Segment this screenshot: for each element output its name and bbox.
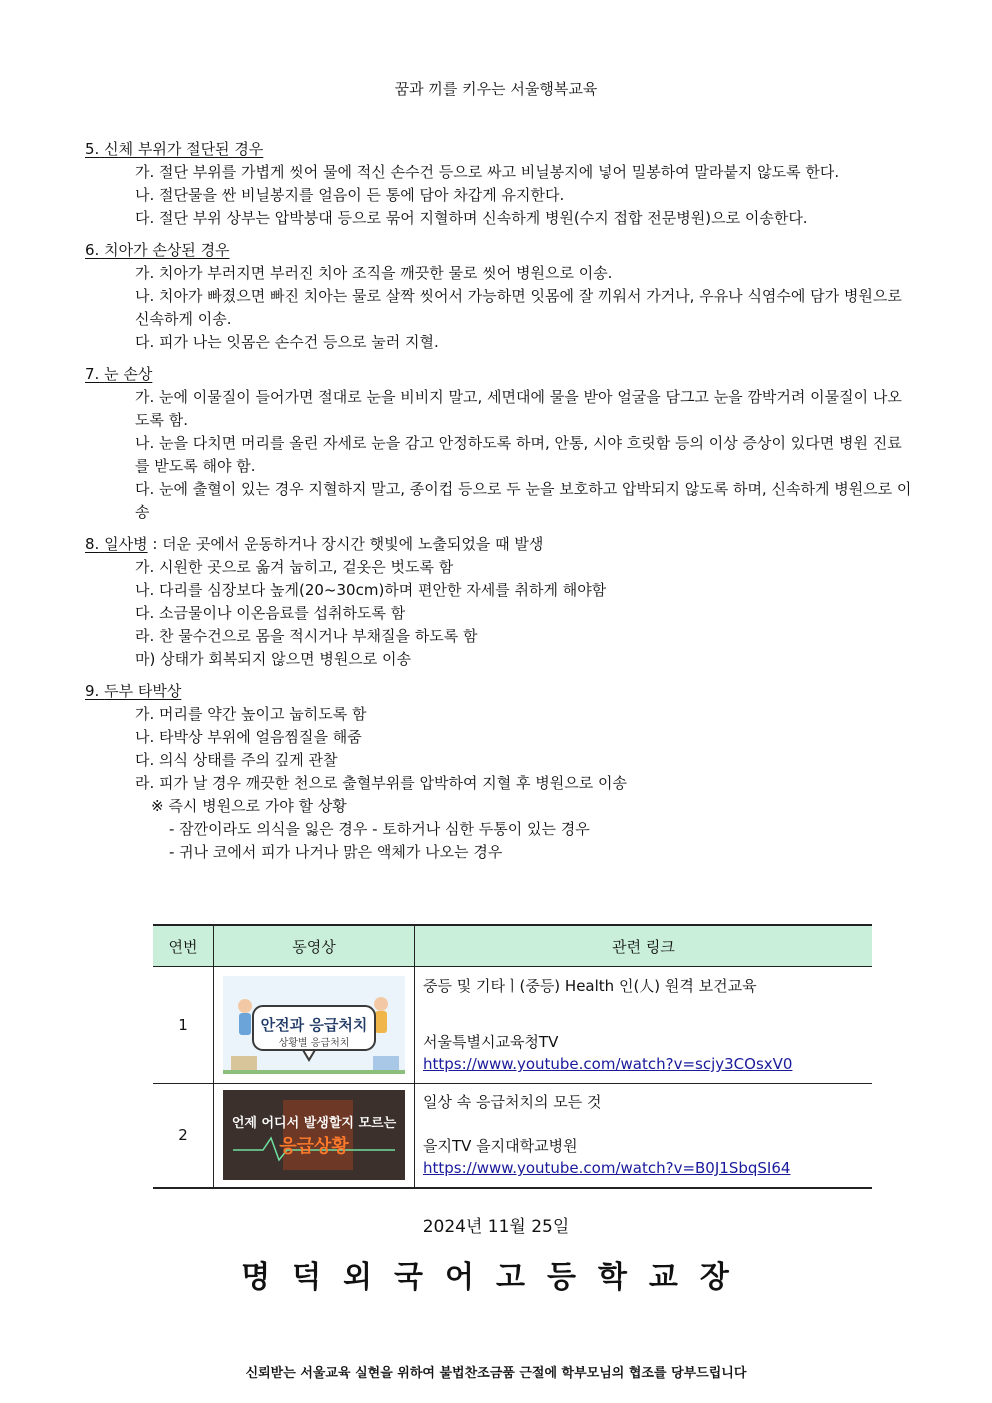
table-row [153, 1084, 872, 1188]
list-item: 다. 피가 나는 잇몸은 손수건 등으로 눌러 지혈. [135, 333, 439, 351]
section-head-bruise [85, 680, 915, 864]
section-description: : 더운 곳에서 운동하거나 장시간 햇빛에 노출되었을 때 발생 [147, 535, 544, 553]
list-item: 가. 시원한 곳으로 옮겨 눕히고, 겉옷은 벗도록 함 [135, 558, 454, 576]
channel-name: 서울특별시교육청TV [423, 1033, 559, 1051]
section-title: 5. 신체 부위가 절단된 경우 [85, 140, 264, 158]
document-date: 2024년 11월 25일 [422, 1217, 570, 1237]
list-item: 라. 찬 물수건으로 몸을 적시거나 부채질을 하도록 함 [135, 627, 478, 645]
row-number: 1 [153, 967, 214, 1084]
section-title: 6. 치아가 손상된 경우 [85, 241, 230, 259]
emergency-note: ※ 즉시 병원으로 가야 할 상황 [151, 797, 347, 815]
list-item: 마) 상태가 회복되지 않으면 병원으로 이송 [135, 650, 412, 668]
list-item: 다. 절단 부위 상부는 압박붕대 등으로 묶어 지혈하며 신속하게 병원(수지 접합 전문병원)으로 이송한다. [135, 209, 808, 227]
document-body [85, 138, 915, 873]
list-item: 가. 절단 부위를 가볍게 씻어 물에 적신 손수건 등으로 싸고 비닐봉지에 넣어 밀봉하여 말라붙지 않도록 한다. [135, 163, 840, 181]
list-item: 나. 눈을 다치면 머리를 올린 자세로 눈을 감고 안정하도록 하며, 안통, 시야 흐릿함 등의 이상 증상이 있다면 병원 진료를 받도록 해야 함. [135, 434, 902, 475]
thumbnail-title: 안전과 응급처치 [260, 1016, 368, 1034]
list-item: 나. 타박상 부위에 얼음찜질을 해줌 [135, 728, 362, 746]
note-sub-item: - 잠깐이라도 의식을 잃은 경우 - 토하거나 심한 두통이 있는 경우 [169, 820, 590, 838]
list-item: 가. 머리를 약간 높이고 눕히도록 함 [135, 705, 367, 723]
note-sub-item: - 귀나 코에서 피가 나거나 맑은 액체가 나오는 경우 [169, 843, 503, 861]
list-item: 가. 눈에 이물질이 들어가면 절대로 눈을 비비지 말고, 세면대에 물을 받아 얼굴을 담그고 눈을 깜박거려 이물질이 나오도록 함. [135, 388, 902, 429]
school-signature: 명덕외국어고등학교장 [241, 1260, 751, 1295]
section-eye [85, 363, 915, 524]
list-item: 다. 소금물이나 이온음료를 섭취하도록 함 [135, 604, 406, 622]
list-item: 다. 의식 상태를 주의 깊게 관찰 [135, 751, 338, 769]
section-teeth [85, 239, 915, 354]
section-title: 7. 눈 손상 [85, 365, 153, 383]
video-cell [214, 1084, 415, 1188]
video-cell [214, 967, 415, 1084]
video-table [153, 924, 872, 1189]
video-title: 중등 및 기타ㅣ(중등) Health 인(人) 원격 보건교육 [423, 977, 757, 995]
list-item: 가. 치아가 부러지면 부러진 치아 조직을 깨끗한 물로 씻어 병원으로 이송. [135, 264, 613, 282]
list-item: 나. 다리를 심장보다 높게(20~30cm)하며 편안한 자세를 취하게 해야함 [135, 581, 607, 599]
video-link[interactable]: https://www.youtube.com/watch?v=B0J1SbqSI64 [423, 1159, 791, 1178]
video-title: 일상 속 응급처치의 모든 것 [423, 1093, 602, 1112]
video-thumbnail[interactable] [223, 1090, 405, 1180]
row-number: 2 [153, 1084, 214, 1188]
header-video: 동영상 [214, 925, 415, 967]
list-item: 라. 피가 날 경우 깨끗한 천으로 출혈부위를 압박하여 지혈 후 병원으로 이송 [135, 774, 627, 792]
list-item: 나. 절단물을 싼 비닐봉지를 얼음이 든 통에 담아 차갑게 유지한다. [135, 186, 565, 204]
thumbnail-title: 언제 어디서 발생할지 모르는 [231, 1116, 397, 1132]
footer-message: 신뢰받는 서울교육 실현을 위하여 불법찬조금품 근절에 학부모님의 협조를 당부드립니다 [245, 1366, 747, 1381]
section-title: 9. 두부 타박상 [85, 682, 182, 700]
list-item: 나. 치아가 빠졌으면 빠진 치아는 물로 살짝 씻어서 가능하면 잇몸에 잘 끼워서 가거나, 우유나 식염수에 담가 병원으로 신속하게 이송. [135, 287, 902, 328]
link-cell [415, 1084, 873, 1188]
section-sunstroke [85, 533, 915, 671]
table-header-row [153, 925, 872, 967]
link-cell [415, 967, 873, 1084]
section-amputation [85, 138, 915, 230]
section-title: 8. 일사병 : 더운 곳에서 운동하거나 장시간 햇빛에 노출되었을 때 발생 [85, 535, 544, 553]
video-thumbnail[interactable] [223, 976, 405, 1074]
list-item: 다. 눈에 출혈이 있는 경우 지혈하지 말고, 종이컵 등으로 두 눈을 보호하고 압박되지 않도록 하며, 신속하게 병원으로 이송 [135, 480, 912, 521]
header-link: 관련 링크 [415, 925, 873, 967]
thumbnail-subtitle: 상황별 응급처치 [278, 1038, 350, 1049]
thumbnail-subtitle: 응급상황 [279, 1136, 349, 1158]
header-number: 연번 [153, 925, 214, 967]
video-link[interactable]: https://www.youtube.com/watch?v=scjy3COsxV0 [423, 1055, 793, 1073]
table-row [153, 967, 872, 1084]
header-slogan: 꿈과 끼를 키우는 서울행복교육 [394, 80, 598, 98]
channel-name: 을지TV 을지대학교병원 [423, 1137, 578, 1156]
